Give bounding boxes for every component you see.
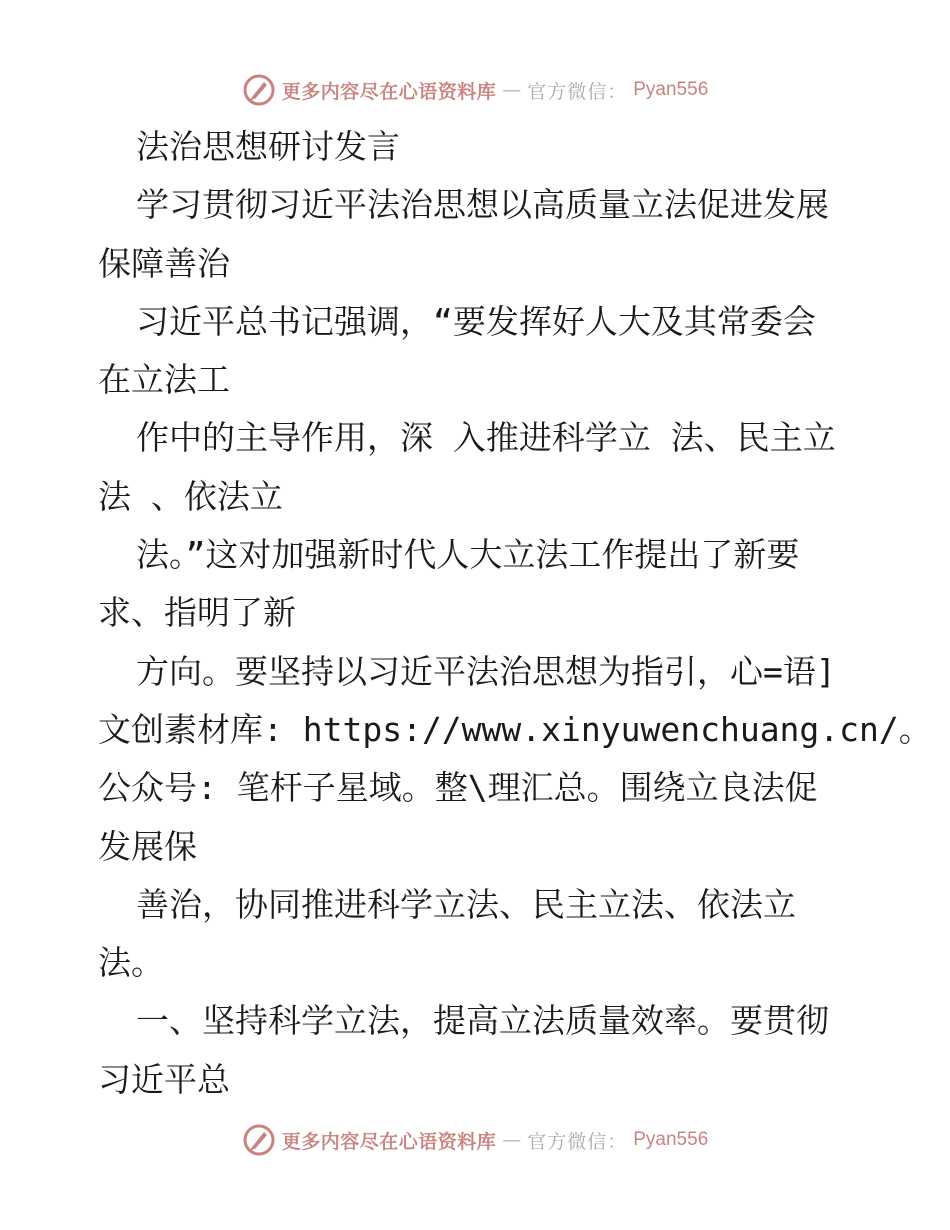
text-line: 方向。要坚持以习近平法治思想为指引，心=语] <box>136 651 836 691</box>
text-line: 在立法工 <box>98 360 230 400</box>
watermark-official-label: 官方微信： <box>527 1130 628 1153</box>
quill-circle-logo-icon <box>242 1123 276 1157</box>
text-line: 作中的主导作用，深 入推进科学立 法、民主立 <box>136 418 836 458</box>
watermark-brand-text: 更多内容尽在心语资料库 <box>281 1130 497 1153</box>
text-line: 习近平总书记强调，“要发挥好人大及其常委会 <box>136 301 816 341</box>
document-subtitle: 学习贯彻习近平法治思想以高质量立法促进发展 <box>136 185 829 225</box>
watermark-official-label: 官方微信： <box>527 80 628 103</box>
watermark-wechat-id: Pyan556 <box>633 79 709 100</box>
text-line: 习近平总 <box>98 1059 230 1099</box>
watermark-separator: — <box>502 79 522 101</box>
quill-circle-logo-icon <box>242 73 276 107</box>
watermark-brand-text: 更多内容尽在心语资料库 <box>281 80 497 103</box>
text-line: 文创素材库: https://www.xinyuwenchuang.cn/。 <box>98 709 932 749</box>
text-line: 保障善治 <box>98 243 230 283</box>
text-line: 发展保 <box>98 826 197 866</box>
text-line: 法 、依法立 <box>98 476 283 516</box>
document-title: 法治思想研讨发言 <box>136 127 400 166</box>
text-line: 善治，协同推进科学立法、民主立法、依法立 <box>136 884 796 924</box>
section-heading-line: 一、坚持科学立法，提高立法质量效率。要贯彻 <box>136 1001 829 1041</box>
document-body <box>98 118 932 1109</box>
text-line: 法。 <box>98 943 164 983</box>
footer-watermark <box>0 1120 950 1160</box>
watermark-separator: — <box>502 1129 522 1151</box>
text-line: 求、指明了新 <box>98 593 296 633</box>
watermark-wechat-id: Pyan556 <box>633 1129 709 1150</box>
text-line: 法。”这对加强新时代人大立法工作提出了新要 <box>136 535 800 575</box>
text-line: 公众号: 笔杆子星域。整\理汇总。围绕立良法促 <box>98 768 818 808</box>
header-watermark <box>0 70 950 110</box>
